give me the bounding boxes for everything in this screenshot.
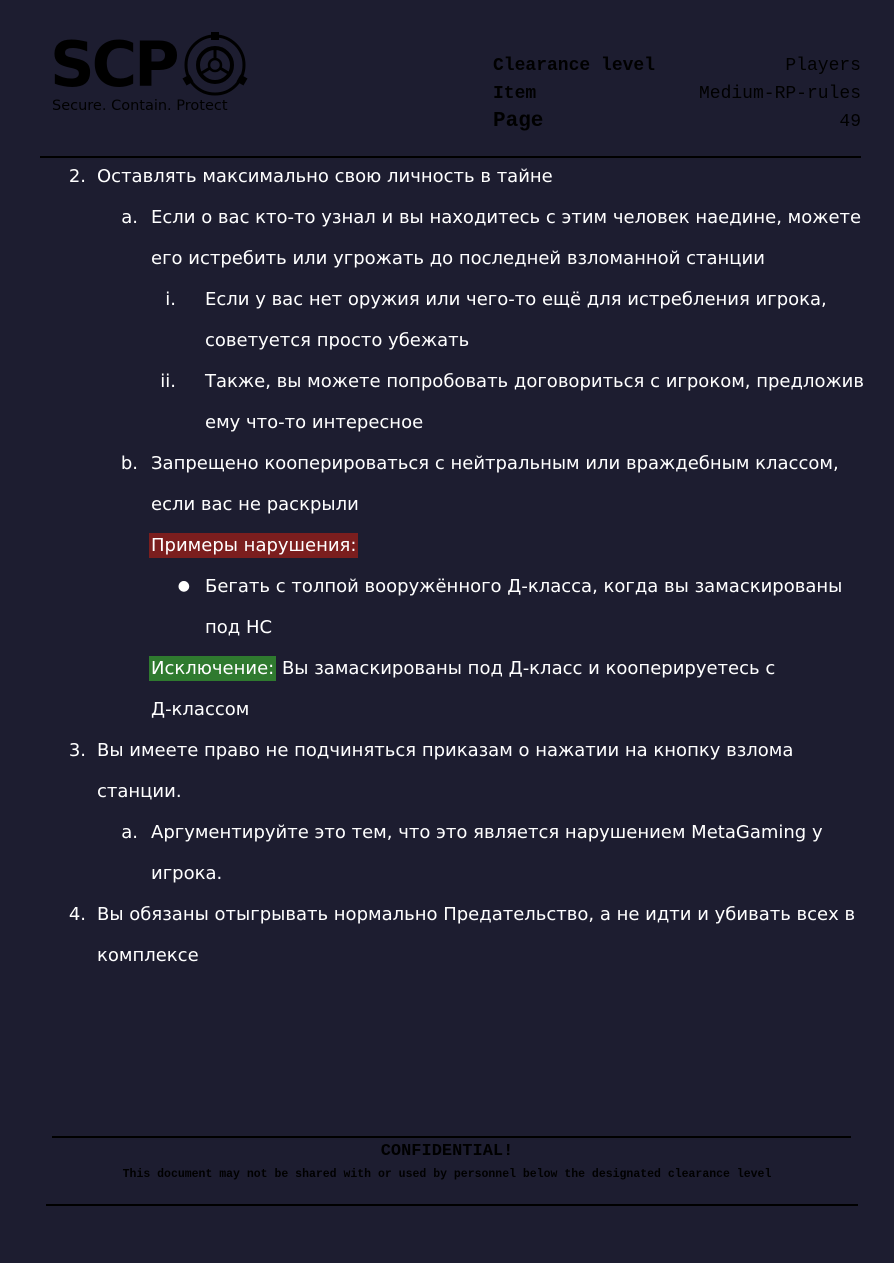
list-item-text: Если о вас кто-то узнал и вы находитесь с этим человек наедине, можете (151, 207, 862, 228)
list-item-text: комплексе (97, 945, 199, 966)
list-letter: a. (121, 822, 138, 843)
list-item-text: игрока. (151, 863, 223, 884)
clearance-label: Clearance level (493, 56, 656, 76)
exception-text: Д-классом (151, 699, 250, 720)
list-number: 2. (68, 166, 86, 187)
list-letter: b. (120, 453, 138, 474)
list-roman: i. (165, 289, 176, 310)
list-item-text: советуется просто убежать (205, 330, 470, 351)
exception-line (149, 648, 775, 689)
item-value: Medium-RP-rules (698, 84, 861, 104)
page-number: 49 (839, 112, 861, 132)
list-item-text: Также, вы можете попробовать договориться с игроком, предложив (205, 371, 864, 392)
page-row (493, 108, 861, 136)
document-header (0, 0, 894, 160)
item-label: Item (493, 84, 537, 104)
exception-label: Исключение: (151, 658, 275, 679)
list-item-text: ему что-то интересное (205, 412, 424, 433)
clearance-row (493, 52, 861, 80)
bullet-item-text: Бегать с толпой вооружённого Д-класса, когда вы замаскированы (205, 576, 843, 597)
list-roman: ii. (160, 371, 176, 392)
item-row (493, 80, 861, 108)
page-label: Page (493, 110, 544, 133)
footer-divider-top (52, 1136, 851, 1138)
exception-text: Вы замаскированы под Д-класс и кооперируетесь с (276, 658, 776, 679)
footer-divider-bottom (46, 1204, 858, 1206)
logo-text: SCP (50, 28, 177, 101)
list-item-text: если вас не раскрыли (151, 494, 359, 515)
logo-subtitle: Secure. Contain. Protect (52, 98, 228, 114)
list-item-text: станции. (97, 781, 182, 802)
scp-logo (50, 30, 255, 122)
list-number: 4. (68, 904, 86, 925)
list-letter: a. (121, 207, 138, 228)
list-item-text: Оставлять максимально свою личность в тайне (97, 166, 553, 187)
list-item-text: его истребить или угрожать до последней взломанной станции (151, 248, 765, 269)
list-number: 3. (68, 740, 86, 761)
bullet-icon: ● (177, 578, 190, 594)
list-item-text: Вы обязаны отыгрывать нормально Предательство, а не идти и убивать всех в (97, 904, 856, 925)
list-item-text: Вы имеете право не подчиняться приказам о нажатии на кнопку взлома (97, 740, 794, 761)
bullet-item-text: под НС (205, 617, 273, 638)
confidential-note: This document may not be shared with or used by personnel below the designated clearance level (122, 1168, 772, 1181)
violation-highlight: Примеры нарушения: (151, 535, 357, 556)
violation-examples-label (149, 525, 358, 566)
list-item-text: Если у вас нет оружия или чего-то ещё для истребления игрока, (205, 289, 827, 310)
list-item-text: Запрещено кооперироваться с нейтральным или враждебным классом, (151, 453, 839, 474)
document-meta (493, 52, 861, 136)
confidential-title: CONFIDENTIAL! (380, 1142, 514, 1161)
scp-emblem-icon (182, 32, 248, 98)
list-item-text: Аргументируйте это тем, что это является нарушением MetaGaming у (151, 822, 823, 843)
clearance-value: Players (785, 56, 861, 76)
